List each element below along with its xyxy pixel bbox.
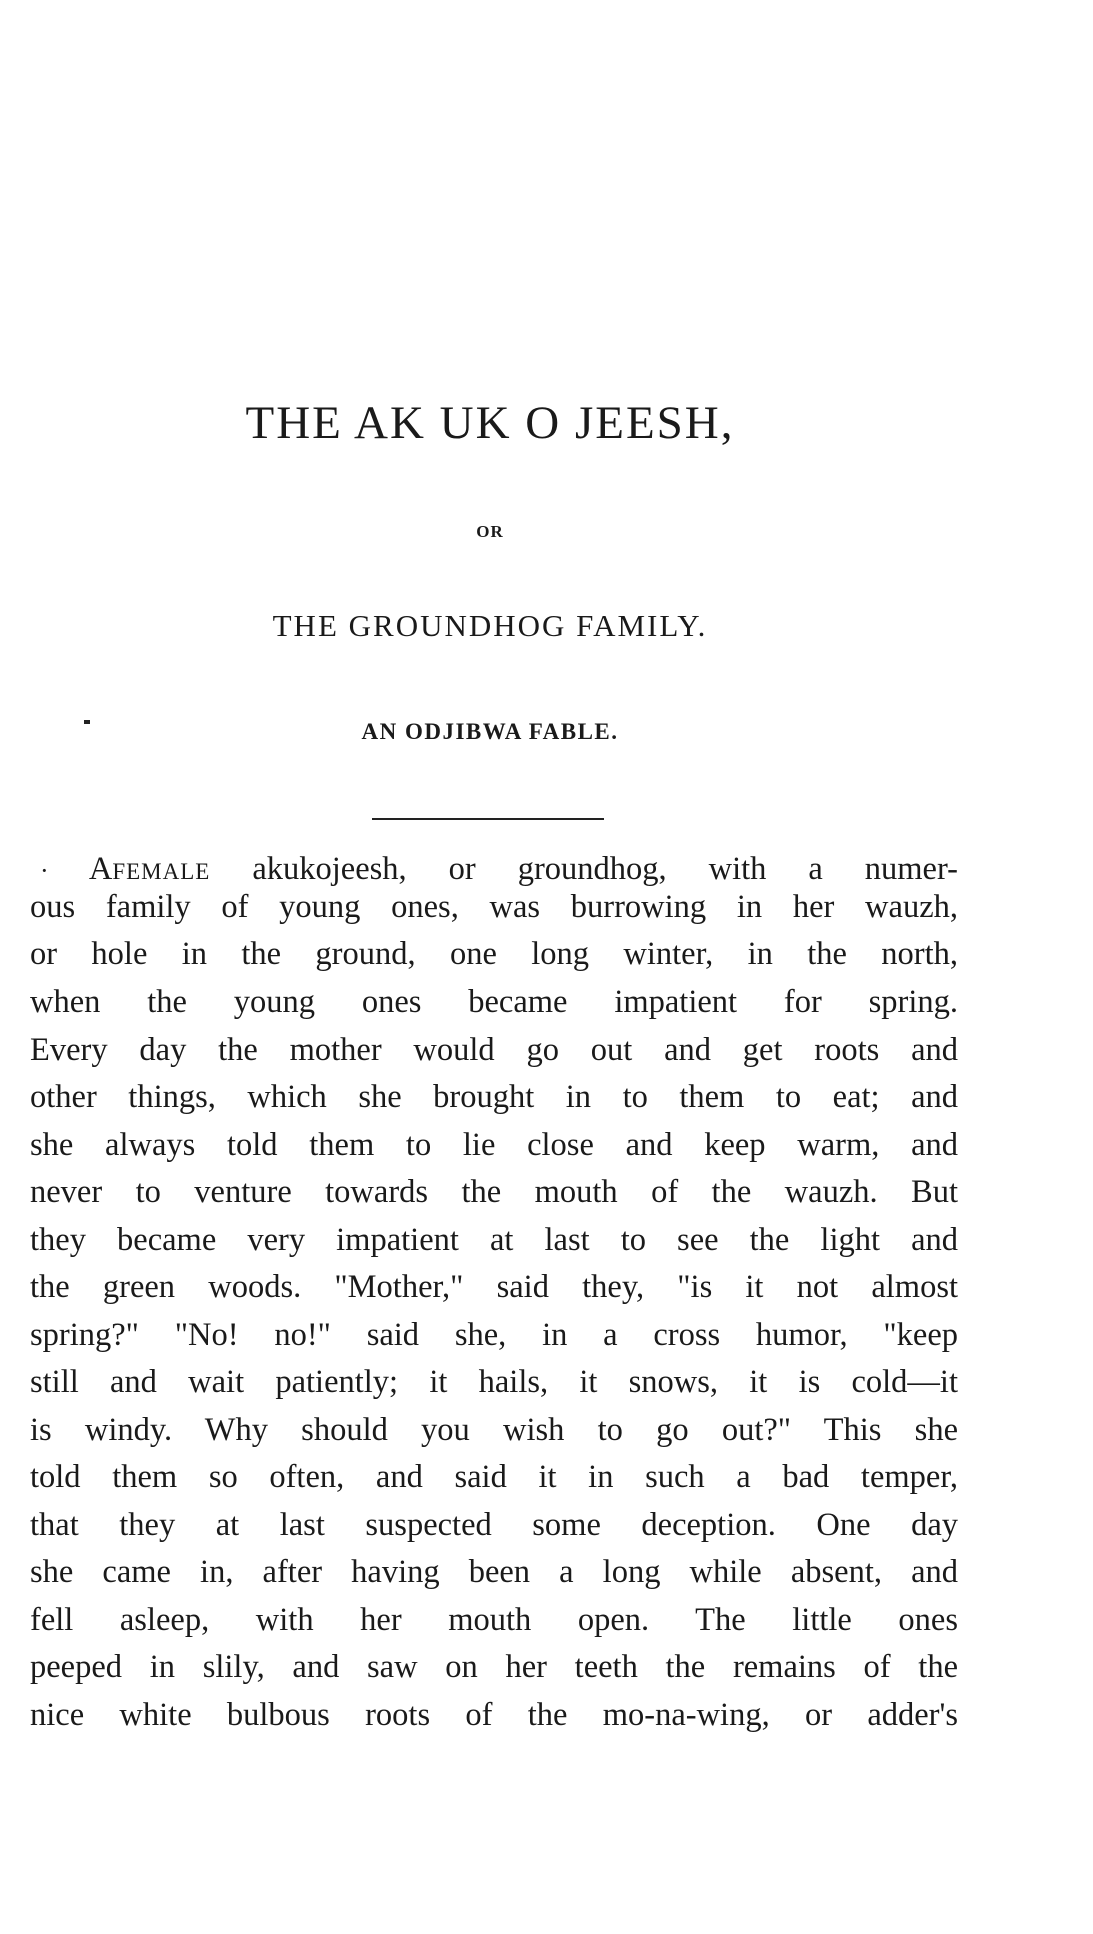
text-line: never to venture towards the mouth of the wauzh. But [30, 1174, 958, 1210]
text-line: nice white bulbous roots of the mo-na-wing, or adder's [30, 1697, 958, 1733]
text-line: spring?" "No! no!" said she, in a cross humor, "keep [30, 1317, 958, 1353]
text-line: they became very impatient at last to see the light and [30, 1222, 958, 1258]
first-line-rest: akukojeesh, or groundhog, with a numer- [252, 851, 958, 887]
lead-capital: A [88, 851, 113, 887]
text-bullet: · [40, 856, 49, 885]
text-line: peeped in slily, and saw on her teeth the remains of the [30, 1649, 958, 1685]
text-line: told them so often, and said it in such a bad temper, [30, 1459, 958, 1495]
text-line: when the young ones became impatient for spring. [30, 984, 958, 1020]
chapter-subtitle: THE GROUNDHOG FAMILY. [272, 608, 708, 643]
title-connector: OR [476, 522, 504, 541]
chapter-title: THE AK UK O JEESH, [245, 397, 735, 449]
text-line: ous family of young ones, was burrowing in her wauzh, [30, 889, 958, 925]
lead-smallcaps: female [112, 851, 211, 887]
fable-label: AN ODJIBWA FABLE. [361, 719, 619, 744]
text-line: she always told them to lie close and keep warm, and [30, 1127, 958, 1163]
text-line: that they at last suspected some deception. One day [30, 1507, 958, 1543]
section-rule [372, 818, 604, 820]
text-line: or hole in the ground, one long winter, in the north, [30, 936, 958, 972]
text-line: other things, which she brought in to them to eat; and [30, 1079, 958, 1115]
text-line: she came in, after having been a long while absent, and [30, 1554, 958, 1590]
text-line: Every day the mother would go out and get roots and [30, 1032, 958, 1068]
text-line: is windy. Why should you wish to go out?" This she [30, 1412, 958, 1448]
text-line: fell asleep, with her mouth open. The little ones [30, 1602, 958, 1638]
text-line: still and wait patiently; it hails, it snows, it is cold—it [30, 1364, 958, 1400]
text-line: the green woods. "Mother," said they, "is it not almost [30, 1269, 958, 1305]
